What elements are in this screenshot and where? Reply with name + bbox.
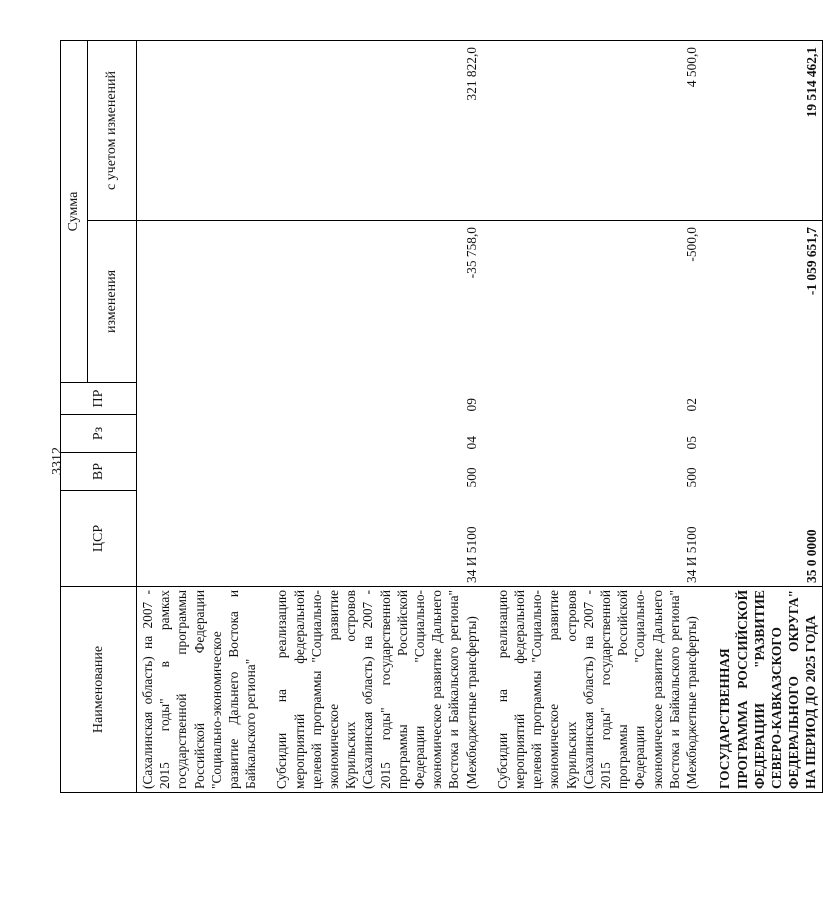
- table-row-total: [702, 41, 822, 793]
- row-rz: 05: [684, 436, 700, 450]
- row-rz: 04: [463, 436, 479, 450]
- row-vr: [702, 453, 822, 491]
- header-pr: ПР: [61, 383, 137, 415]
- row-pr: [702, 383, 822, 415]
- row-changes: [137, 221, 262, 383]
- table-row: [261, 41, 481, 793]
- row-vr: 500: [684, 467, 700, 488]
- table-row: [137, 41, 262, 793]
- header-csr: ЦСР: [61, 491, 137, 587]
- row-name: Субсидии на реализацию мероприятий федеральной целевой программы "Социально-экономическое развитие Курильских островов (Сахалинская область) на 2007 - 2015 годы" государственной программы Российской Федерации "Социально-экономическое развитие Дальнего Востока и Байкальского региона" (Межбюджетные трансферты): [482, 587, 702, 793]
- page-number: 3312: [50, 447, 65, 475]
- budget-table: [60, 40, 823, 793]
- row-csr: 35 0 0000: [702, 491, 822, 587]
- row-pr: 02: [684, 398, 700, 412]
- row-rz: [702, 415, 822, 453]
- row-with-changes: 19 514 462,1: [702, 41, 822, 221]
- table-row: [482, 41, 702, 793]
- header-vr: ВР: [61, 453, 137, 491]
- row-changes: -35 758,0: [463, 227, 479, 279]
- row-name: ГОСУДАРСТВЕННАЯ ПРОГРАММА РОССИЙСКОЙ ФЕДЕРАЦИИ "РАЗВИТИЕ СЕВЕРО-КАВКАЗСКОГО ФЕДЕРАЛЬНОГО ОКРУГА" НА ПЕРИОД ДО 2025 ГОДА: [702, 587, 822, 793]
- table-header: [61, 41, 137, 793]
- header-rz: Рз: [61, 415, 137, 453]
- row-name: (Сахалинская область) на 2007 - 2015 годы" в рамках государственной программы Российской Федерации "Социально-экономическое развитие Дальнего Востока и Байкальского региона": [137, 587, 262, 793]
- row-changes: -1 059 651,7: [702, 221, 822, 383]
- row-vr: [137, 453, 262, 491]
- row-rz: [137, 415, 262, 453]
- header-sum: Сумма: [61, 41, 88, 383]
- row-changes: -500,0: [684, 227, 700, 262]
- row-with-changes: 321 822,0: [261, 41, 481, 221]
- row-pr: [137, 383, 262, 415]
- row-vr: 500: [463, 467, 479, 488]
- row-with-changes: [137, 41, 262, 221]
- header-changes: изменения: [88, 221, 137, 383]
- header-with-changes: с учетом изменений: [88, 41, 137, 221]
- row-name: Субсидии на реализацию мероприятий федеральной целевой программы "Социально-экономическое развитие Курильских островов (Сахалинская область) на 2007 - 2015 годы" государственной программы Российской Федерации "Социально-экономическое развитие Дальнего Востока и Байкальского региона" (Межбюджетные трансферты): [261, 587, 481, 793]
- row-csr: 34 И 5100: [684, 526, 700, 583]
- header-name: Наименование: [61, 587, 137, 793]
- row-with-changes: 4 500,0: [482, 41, 702, 221]
- row-pr: 09: [463, 398, 479, 412]
- row-csr: [137, 491, 262, 587]
- row-csr: 34 И 5100: [463, 526, 479, 583]
